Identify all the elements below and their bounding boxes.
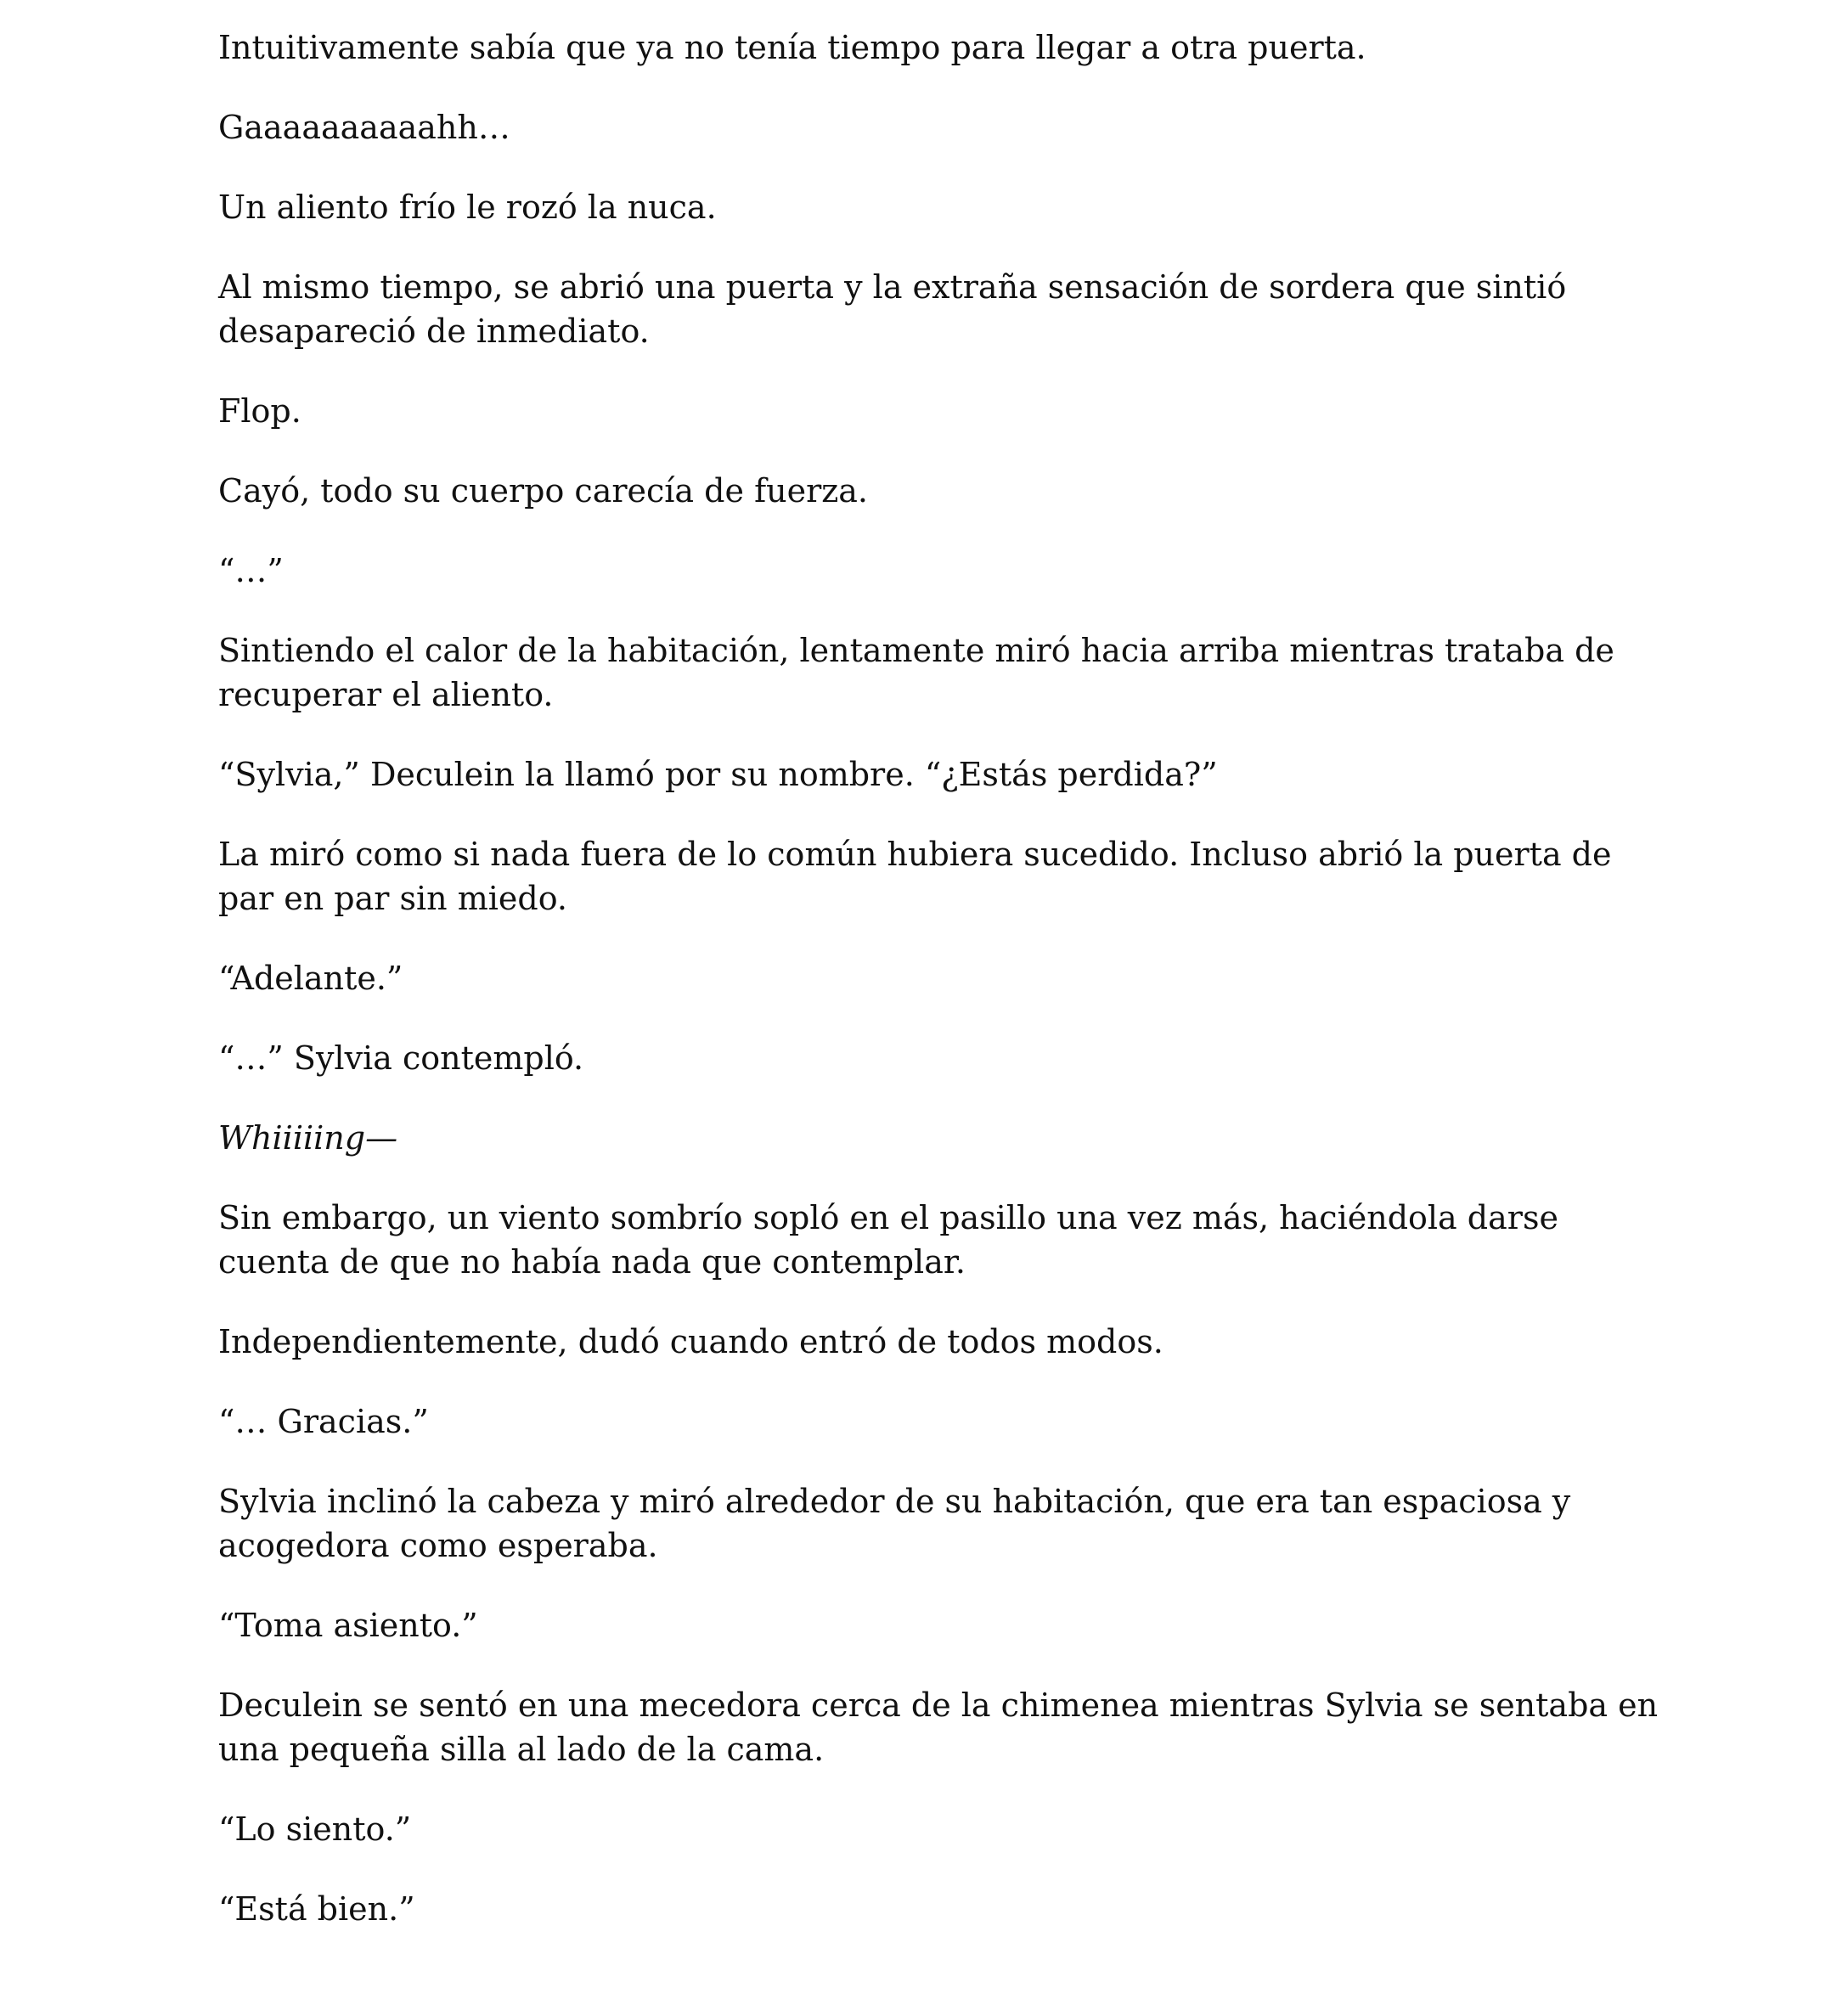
- paragraph: Al mismo tiempo, se abrió una puerta y la extraña sensación de sordera que sintió desapareció de inmediato.: [218, 268, 1567, 350]
- paragraph: “Toma asiento.”: [218, 1607, 478, 1644]
- paragraph: “Adelante.”: [218, 960, 403, 997]
- paragraph: Whiiiiing—: [218, 1119, 398, 1157]
- paragraph: Sylvia inclinó la cabeza y miró alrededor de su habitación, que era tan espaciosa y acogedora como esperaba.: [218, 1483, 1571, 1564]
- paragraph: Flop.: [218, 392, 301, 430]
- paragraph: Independientemente, dudó cuando entró de todos modos.: [218, 1323, 1163, 1360]
- paragraph: “Lo siento.”: [218, 1810, 412, 1848]
- paragraph: Sintiendo el calor de la habitación, lentamente miró hacia arriba mientras trataba de recuperar el aliento.: [218, 632, 1614, 713]
- paragraph: “…” Sylvia contempló.: [218, 1039, 584, 1077]
- paragraph: La miró como si nada fuera de lo común hubiera sucedido. Incluso abrió la puerta de par en par sin miedo.: [218, 836, 1612, 917]
- paragraph: Intuitivamente sabía que ya no tenía tiempo para llegar a otra puerta.: [218, 29, 1366, 66]
- document-body: [218, 25, 1662, 1967]
- paragraph: “…”: [218, 552, 284, 589]
- paragraph: “Sylvia,” Deculein la llamó por su nombre. “¿Estás perdida?”: [218, 756, 1218, 793]
- paragraph: Cayó, todo su cuerpo carecía de fuerza.: [218, 472, 869, 510]
- paragraph: “Está bien.”: [218, 1890, 415, 1928]
- paragraph: Gaaaaaaaaaahh…: [218, 109, 510, 146]
- paragraph: “… Gracias.”: [218, 1403, 429, 1440]
- paragraph: Un aliento frío le rozó la nuca.: [218, 189, 717, 226]
- paragraph: Sin embargo, un viento sombrío sopló en el pasillo una vez más, haciéndola darse cuenta de que no había nada que contemplar.: [218, 1199, 1558, 1281]
- paragraph: Deculein se sentó en una mecedora cerca de la chimenea mientras Sylvia se sentaba en una pequeña silla al lado de la cama.: [218, 1686, 1659, 1768]
